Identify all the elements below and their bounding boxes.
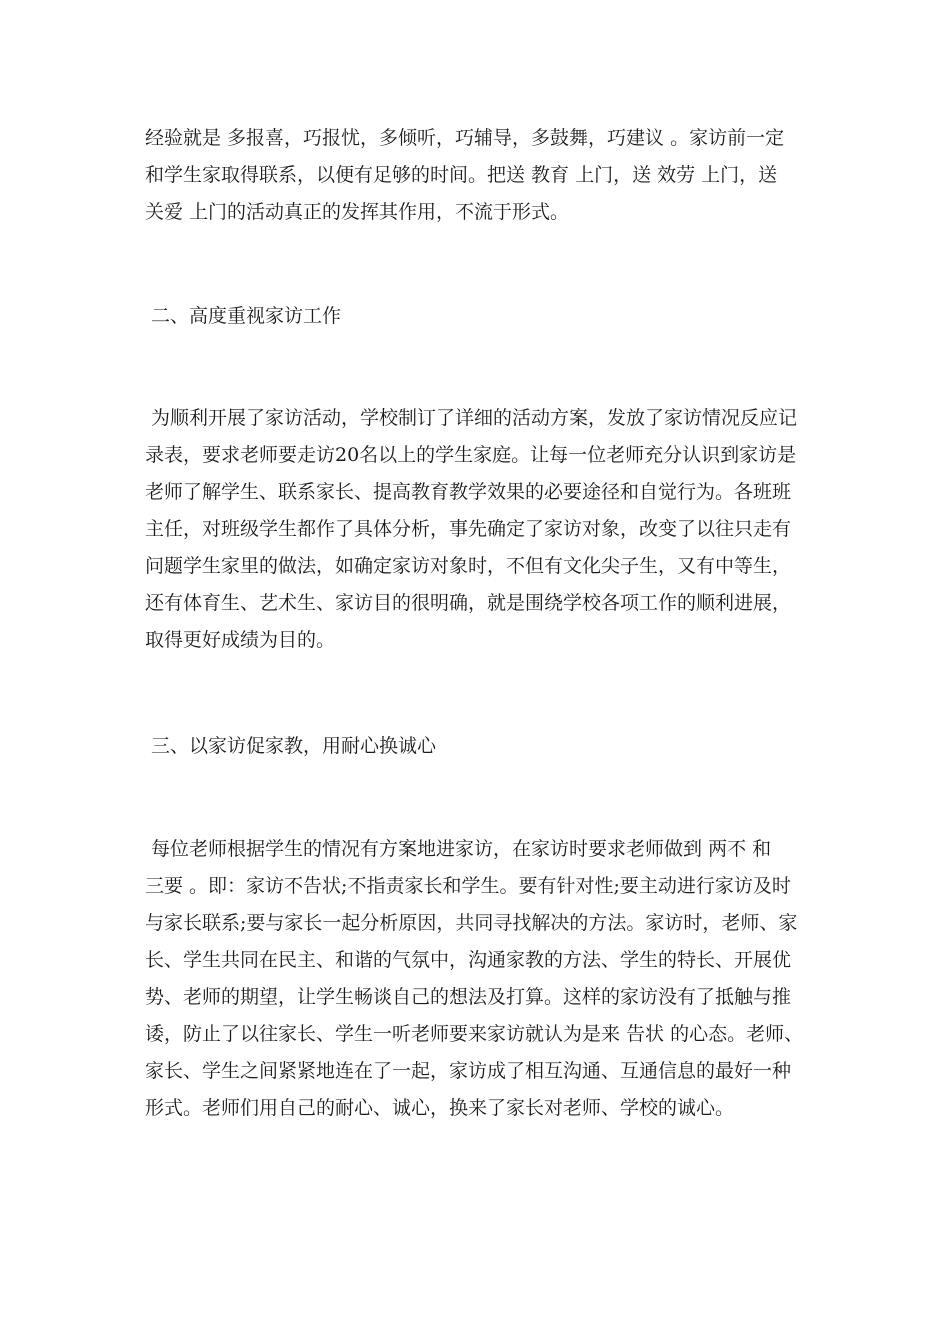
paragraph-line: 长、学生共同在民主、和谐的气氛中，沟通家教的方法、学生的特长、开展优 (145, 949, 792, 971)
paragraph-line: 还有体育生、艺术生、家访目的很明确，就是围绕学校各项工作的顺利进展， (145, 592, 792, 614)
paragraph-line: 为顺利开展了家访活动，学校制订了详细的活动方案，发放了家访情况反应记 (145, 407, 798, 429)
section-heading-3: 三、以家访促家教，用耐心换诚心 (145, 735, 437, 757)
paragraph-line: 和学生家取得联系，以便有足够的时间。把送 教育 上门，送 效劳 上门，送 (145, 164, 778, 186)
paragraph-line: 问题学生家里的做法，如确定家访对象时，不但有文化尖子生，又有中等生， (145, 555, 792, 577)
paragraph-line: 形式。老师们用自己的耐心、诚心，换来了家长对老师、学校的诚心。 (145, 1097, 735, 1119)
paragraph-line: 关爱 上门的活动真正的发挥其作用，不流于形式。 (145, 201, 570, 223)
paragraph-line: 诿，防止了以往家长、学生一听老师要来家访就认为是来 告状 的心态。老师、 (145, 1023, 804, 1045)
paragraph-line: 每位老师根据学生的情况有方案地进家访，在家访时要求老师做到 两不 和 (145, 838, 772, 860)
paragraph-line: 主任，对班级学生都作了具体分析，事先确定了家访对象，改变了以往只走有 (145, 518, 792, 540)
paragraph-line: 录表，要求老师要走访20名以上的学生家庭。让每一位老师充分认识到家访是 (145, 444, 797, 466)
paragraph-line: 与家长联系;要与家长一起分析原因，共同寻找解决的方法。家访时，老师、家 (145, 912, 798, 934)
paragraph-line: 取得更好成绩为目的。 (145, 629, 336, 651)
paragraph-line: 三要 。即：家访不告状;不指责家长和学生。要有针对性;要主动进行家访及时 (145, 875, 791, 897)
paragraph-line: 势、老师的期望，让学生畅谈自己的想法及打算。这样的家访没有了抵触与推 (145, 986, 792, 1008)
paragraph-line: 老师了解学生、联系家长、提高教育教学效果的必要途径和自觉行为。各班班 (145, 481, 792, 503)
section-heading-2: 二、高度重视家访工作 (145, 305, 342, 327)
paragraph-line: 家长、学生之间紧紧地连在了一起，家访成了相互沟通、互通信息的最好一种 (145, 1060, 792, 1082)
paragraph-line: 经验就是 多报喜，巧报忧，多倾听，巧辅导，多鼓舞，巧建议 。家访前一定 (145, 127, 785, 149)
